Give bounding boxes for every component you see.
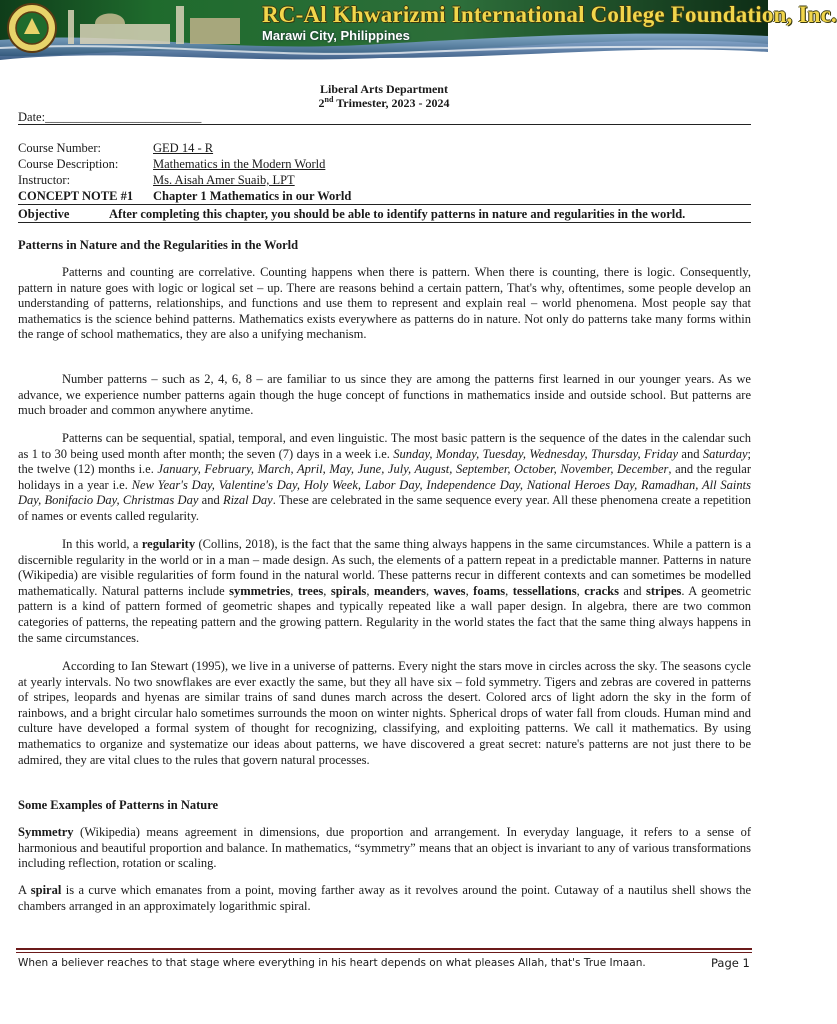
section-heading-patterns: Patterns in Nature and the Regularities in the World [18, 238, 299, 252]
department-name: Liberal Arts Department [320, 82, 448, 96]
paragraph-ian-stewart: According to Ian Stewart (1995), we live in a universe of patterns. Every night the stars move in circles across the sky. The seasons cycle at yearly intervals. No two snowflakes are ever exactly the same, but they all have six – fold symmetry. Tigers and zebras are covered in patterns of stripes, leopards and hyenas are similar trains of sand dunes march across the desert. Colored arcs of light adorn the sky in the form of rainbows, and a bright circular halo sometimes surrounds the moon on winter nights. Spherical drops of water fall from clouds. Human mind and culture have developed a formal system of thought for recognizing, classifying, and exploiting patterns. We call it mathematics. By using mathematics to organize and systematize our ideas about patterns, we have discovered a great secret: nature's patterns are not just there to be admired, they are vital clues to the rules that govern natural processes. [18, 659, 751, 767]
institution-name: RC-Al Khwarizmi International College Foundation, Inc. [262, 2, 837, 27]
footer-quote: When a believer reaches to that stage where everything in his heart depends on what pleases Allah, that's True Imaan. [18, 957, 646, 969]
paragraph-sequential-patterns: Patterns can be sequential, spatial, temporal, and even linguistic. The most basic pattern is the sequence of the dates in the calendar such as 1 to 30 being used month after month; the seven (7) days in a week i.e. Sunday, Monday, Tuesday, Wednesday, Thursday, Friday and Saturday; the twelve (12) months i.e. January, February, March, April, May, June, July, August, September, October, November, December, and the regular holidays in a year i.e. New Year's Day, Valentine's Day, Holy Week, Labor Day, Independence Day, National Heroes Day, Ramadhan, All Saints Day, Bonifacio Day, Christmas Day and Rizal Day. These are celebrated in the same sequence every year. All these phenomena create a repetition of names or events called regularity. [18, 431, 751, 523]
school-banner [0, 0, 837, 64]
date-field: Date:_________________________ [18, 110, 202, 124]
section-heading-examples: Some Examples of Patterns in Nature [18, 798, 219, 812]
objective-row [18, 207, 686, 222]
concept-note-value: Chapter 1 Mathematics in our World [153, 189, 352, 203]
term-rest: Trimester, 2023 - 2024 [333, 96, 450, 110]
paragraph-counting: Patterns and counting are correlative. Counting happens when there is pattern. When there is counting, there is logic. Consequently, pattern in nature goes with logic or logical set – up. There are reasons behind a certain pattern, That's why, oftentimes, some people develop an understanding of patterns, relationships, and functions and use them to represent and explain real – world phenomena. Most people say that mathematics is the science behind patterns. Mathematics exists everywhere as patterns do in nature. Not only do patterns take many forms within the range of school mathematics, they are also a unifying mechanism. [18, 265, 751, 342]
paragraph-symmetry: Symmetry (Wikipedia) means agreement in dimensions, due proportion and arrangement. In everyday language, it refers to a sense of harmonious and beautiful proportion and balance. In mathematics, “symmetry” means that an object is invariant to any of various transformations including reflection, rotation or scaling. [18, 825, 751, 871]
instructor-value: Ms. Aisah Amer Suaib, LPT [153, 173, 295, 187]
objective-text: After completing this chapter, you should be able to identify patterns in nature and regularities in the world. [109, 207, 686, 221]
instructor-label: Instructor: [18, 173, 71, 187]
objective-label: Objective [18, 207, 70, 221]
paragraph-regularity: In this world, a regularity (Collins, 2018), is the fact that the same thing always happens in the same circumstances. While a pattern is a discernible regularity in the world or in a man – made design. As such, the elements of a pattern repeat in a predictable manner. Patterns in nature (Wikipedia) are visible regularities of form found in the natural world. These patterns recur in different contexts and can sometimes be modelled mathematically. Natural patterns include symmetries, trees, spirals, meanders, waves, foams, tessellations, cracks and stripes. A geometric pattern is a kind of pattern formed of geometric shapes and typically repeated like a wall paper design. In algebra, there are two common categories of patterns, the repeating pattern and the growing pattern. Regularity in the world states the fact that the same thing always happens in the same circumstances. [18, 537, 752, 645]
divider [18, 222, 751, 223]
department-heading [0, 82, 768, 110]
paragraph-spiral: A spiral is a curve which emanates from a point, moving farther away as it revolves around the point. Cutaway of a nautilus shell shows the chambers arranged in an approximately logarithmic spiral. [18, 883, 751, 913]
term-suffix: nd [324, 95, 334, 104]
term-line [0, 96, 768, 110]
term-number: 2 [318, 96, 325, 110]
concept-note-label: CONCEPT NOTE #1 [18, 189, 134, 203]
page-number: Page 1 [711, 956, 750, 970]
paragraph-number-patterns: Number patterns – such as 2, 4, 6, 8 – are familiar to us since they are among the patterns first learned in our younger years. As we advance, we experience number patterns again though the huge concept of functions in mathematics inside and outside school. But patterns are much broader and common anywhere anytime. [18, 372, 751, 418]
course-number-value: GED 14 - R [153, 141, 214, 155]
course-description-label: Course Description: [18, 157, 119, 171]
course-number-label: Course Number: [18, 141, 101, 155]
institution-location: Marawi City, Philippines [262, 28, 410, 43]
divider [18, 204, 751, 205]
divider [18, 124, 751, 125]
footer-rule [16, 952, 752, 953]
course-description-value: Mathematics in the Modern World [153, 157, 326, 171]
footer-rule [16, 948, 752, 950]
college-seal-icon [8, 4, 56, 52]
